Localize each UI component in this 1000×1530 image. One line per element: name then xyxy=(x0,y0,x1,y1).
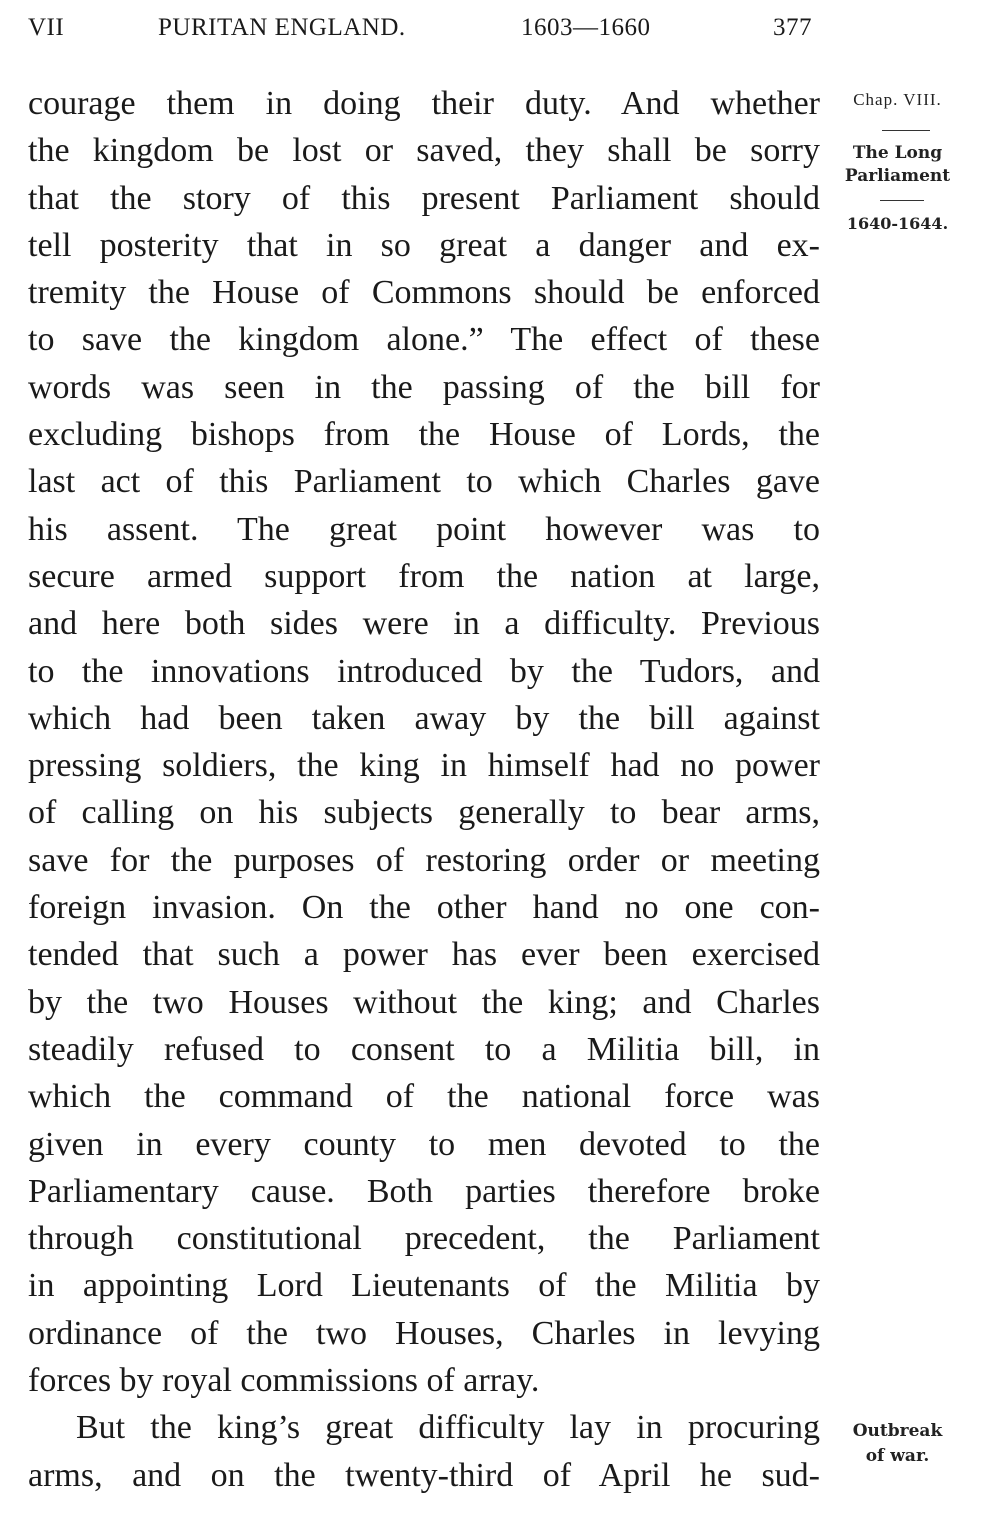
text-line: last act of this Parliament to which Charles gave xyxy=(28,463,820,501)
sidenote-long-parliament-1: The Long xyxy=(852,143,943,163)
text-line: steadily refused to consent to a Militia bill, in xyxy=(28,1030,820,1068)
text-line: that the story of this present Parliament should xyxy=(28,179,820,217)
text-line: tremity the House of Commons should be enforced xyxy=(28,274,820,312)
text-line: which had been taken away by the bill against xyxy=(28,699,820,737)
text-line: his assent. The great point however was to xyxy=(28,510,820,548)
text-line: by the two Houses without the king; and Charles xyxy=(28,983,820,1021)
sidenote-chapter: Chap. VIII. xyxy=(853,90,942,109)
text-line: Parliamentary cause. Both parties therefore broke xyxy=(28,1172,820,1210)
paragraph-start-line: But the king’s great difficulty lay in procuring xyxy=(76,1409,820,1447)
header-chapter: VII xyxy=(28,14,65,41)
text-line: of calling on his subjects generally to bear arms, xyxy=(28,794,820,832)
text-line: foreign invasion. On the other hand no one con- xyxy=(28,889,820,927)
text-line: the kingdom be lost or saved, they shall be sorry xyxy=(28,132,820,170)
text-line: and here both sides were in a difficulty. Previous xyxy=(28,605,820,643)
text-line: save for the purposes of restoring order or meeting xyxy=(28,841,820,879)
paragraph-end-line: forces by royal commissions of array. xyxy=(28,1362,540,1400)
running-header xyxy=(28,14,820,50)
text-line: given in every county to men devoted to the xyxy=(28,1125,820,1163)
header-title: PURITAN ENGLAND. xyxy=(158,14,406,41)
sidenote-outbreak-1: Outbreak xyxy=(852,1421,943,1441)
text-line: which the command of the national force was xyxy=(28,1078,820,1116)
page-number: 377 xyxy=(773,14,812,41)
text-line: arms, and on the twenty-third of April he sud- xyxy=(28,1456,820,1494)
body-text xyxy=(28,80,820,1499)
text-line: excluding bishops from the House of Lords, the xyxy=(28,416,820,454)
text-line: in appointing Lord Lieutenants of the Militia by xyxy=(28,1267,820,1305)
text-line: through constitutional precedent, the Parliament xyxy=(28,1220,820,1258)
text-line: tended that such a power has ever been exercised xyxy=(28,936,820,974)
text-line: secure armed support from the nation at large, xyxy=(28,557,820,595)
sidenote-divider xyxy=(880,200,924,201)
text-line: pressing soldiers, the king in himself had no power xyxy=(28,747,820,785)
text-line: words was seen in the passing of the bill for xyxy=(28,368,820,406)
sidenote-long-parliament-2: Parliament xyxy=(844,166,951,186)
header-dates: 1603—1660 xyxy=(521,14,651,41)
text-line: to the innovations introduced by the Tudors, and xyxy=(28,652,820,690)
text-line: tell posterity that in so great a danger and ex- xyxy=(28,226,820,264)
sidenote-outbreak-2: of war. xyxy=(865,1446,930,1466)
text-line: to save the kingdom alone.” The effect of these xyxy=(28,321,820,359)
sidenote-divider xyxy=(882,130,930,131)
text-line: ordinance of the two Houses, Charles in levying xyxy=(28,1314,820,1352)
sidenote-years: 1640-1644. xyxy=(846,214,949,233)
text-line: courage them in doing their duty. And whether xyxy=(28,85,820,122)
